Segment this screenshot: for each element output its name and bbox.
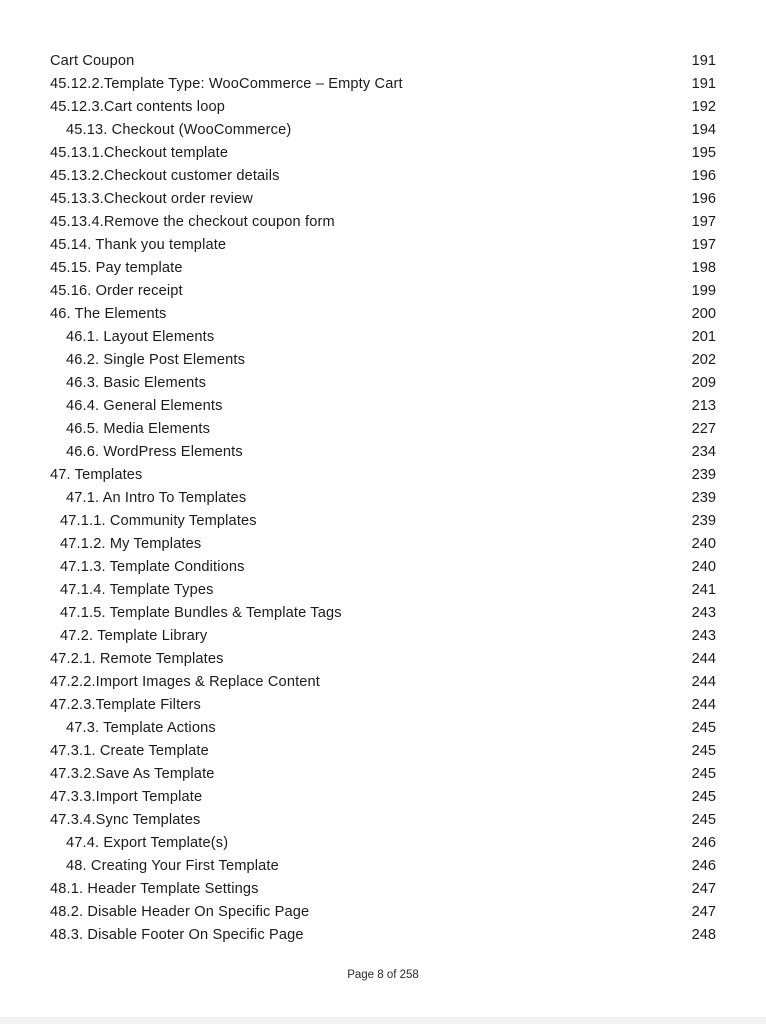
toc-entry[interactable] (50, 326, 716, 349)
toc-entry-label: 46.3. Basic Elements (66, 375, 207, 391)
toc-entry-page-number: 199 (691, 283, 716, 299)
toc-entry-label: 45.15. Pay template (50, 260, 183, 276)
toc-entry[interactable] (50, 418, 716, 441)
toc-entry-label: 47.1.4. Template Types (60, 582, 214, 598)
toc-entry-label: 48.2. Disable Header On Specific Page (50, 904, 310, 920)
toc-entry[interactable] (50, 763, 716, 786)
toc-entry[interactable] (50, 694, 716, 717)
toc-entry-label: 46.6. WordPress Elements (66, 444, 243, 460)
toc-entry[interactable] (50, 832, 716, 855)
toc-entry-page-number: 248 (691, 927, 716, 943)
toc-entry[interactable] (50, 901, 716, 924)
toc-entry-page-number: 244 (691, 651, 716, 667)
table-of-contents-list (50, 50, 716, 947)
toc-entry-page-number: 244 (691, 674, 716, 690)
toc-entry-page-number: 192 (691, 99, 716, 115)
toc-entry-page-number: 202 (691, 352, 716, 368)
toc-entry-page-number: 201 (691, 329, 716, 345)
toc-entry-label: 48. Creating Your First Template (66, 858, 279, 874)
toc-entry-page-number: 213 (691, 398, 716, 414)
toc-entry-label: 46. The Elements (50, 306, 167, 322)
toc-entry[interactable] (50, 878, 716, 901)
toc-entry-page-number: 234 (691, 444, 716, 460)
toc-entry[interactable] (50, 556, 716, 579)
toc-entry-page-number: 196 (691, 168, 716, 184)
toc-entry-page-number: 197 (691, 214, 716, 230)
toc-entry[interactable] (50, 119, 716, 142)
footer-page-indicator: Page 8 of 258 (347, 969, 419, 981)
toc-entry-page-number: 191 (691, 53, 716, 69)
toc-entry[interactable] (50, 809, 716, 832)
toc-entry[interactable] (50, 395, 716, 418)
toc-entry-page-number: 245 (691, 720, 716, 736)
toc-entry-label: 45.14. Thank you template (50, 237, 227, 253)
toc-entry-page-number: 241 (691, 582, 716, 598)
toc-entry[interactable] (50, 211, 716, 234)
toc-entry-label: 45.16. Order receipt (50, 283, 183, 299)
toc-entry-page-number: 191 (691, 76, 716, 92)
toc-entry-page-number: 247 (691, 881, 716, 897)
toc-entry-label: 47.2. Template Library (60, 628, 208, 644)
toc-entry[interactable] (50, 740, 716, 763)
toc-entry-page-number: 227 (691, 421, 716, 437)
toc-entry[interactable] (50, 441, 716, 464)
toc-entry-label: 45.13.3.Checkout order review (50, 191, 253, 207)
toc-entry-label: 47.4. Export Template(s) (66, 835, 229, 851)
toc-entry[interactable] (50, 188, 716, 211)
toc-entry-label: 47.3. Template Actions (66, 720, 216, 736)
toc-entry[interactable] (50, 372, 716, 395)
toc-entry-page-number: 245 (691, 766, 716, 782)
toc-entry-label: 46.1. Layout Elements (66, 329, 215, 345)
toc-entry-label: 48.1. Header Template Settings (50, 881, 259, 897)
toc-entry-page-number: 245 (691, 743, 716, 759)
toc-entry-label: Cart Coupon (50, 53, 135, 69)
toc-entry-page-number: 247 (691, 904, 716, 920)
toc-entry-label: 45.13.4.Remove the checkout coupon form (50, 214, 335, 230)
toc-entry-page-number: 243 (691, 605, 716, 621)
toc-entry[interactable] (50, 602, 716, 625)
toc-entry-label: 47.1.5. Template Bundles & Template Tags (60, 605, 342, 621)
toc-entry[interactable] (50, 625, 716, 648)
toc-entry-label: 47.1.1. Community Templates (60, 513, 257, 529)
toc-entry[interactable] (50, 280, 716, 303)
toc-entry-page-number: 240 (691, 536, 716, 552)
toc-entry[interactable] (50, 487, 716, 510)
toc-entry-page-number: 197 (691, 237, 716, 253)
toc-entry-label: 47.2.2.Import Images & Replace Content (50, 674, 321, 690)
toc-entry[interactable] (50, 671, 716, 694)
toc-entry-page-number: 194 (691, 122, 716, 138)
toc-entry[interactable] (50, 855, 716, 878)
page-footer (0, 965, 766, 983)
toc-entry-label: 46.2. Single Post Elements (66, 352, 246, 368)
toc-entry-page-number: 239 (691, 490, 716, 506)
toc-entry-page-number: 239 (691, 513, 716, 529)
toc-entry-label: 45.13.1.Checkout template (50, 145, 229, 161)
toc-entry-label: 47.1. An Intro To Templates (66, 490, 247, 506)
toc-entry-label: 48.3. Disable Footer On Specific Page (50, 927, 304, 943)
toc-entry-label: 47.2.1. Remote Templates (50, 651, 224, 667)
toc-entry-page-number: 245 (691, 812, 716, 828)
toc-entry-page-number: 239 (691, 467, 716, 483)
toc-entry-page-number: 200 (691, 306, 716, 322)
toc-entry[interactable] (50, 579, 716, 602)
toc-entry[interactable] (50, 165, 716, 188)
toc-entry[interactable] (50, 303, 716, 326)
toc-entry-page-number: 245 (691, 789, 716, 805)
toc-entry-label: 47.3.2.Save As Template (50, 766, 215, 782)
toc-entry-label: 47.3.1. Create Template (50, 743, 209, 759)
toc-entry-label: 45.13. Checkout (WooCommerce) (66, 122, 292, 138)
toc-entry-page-number: 196 (691, 191, 716, 207)
toc-entry-label: 45.13.2.Checkout customer details (50, 168, 280, 184)
toc-entry[interactable] (50, 924, 716, 947)
toc-entry-page-number: 198 (691, 260, 716, 276)
toc-entry-label: 47. Templates (50, 467, 143, 483)
toc-entry-page-number: 195 (691, 145, 716, 161)
toc-entry-label: 46.4. General Elements (66, 398, 223, 414)
toc-entry[interactable] (50, 234, 716, 257)
toc-entry[interactable] (50, 96, 716, 119)
toc-entry-page-number: 244 (691, 697, 716, 713)
toc-entry-page-number: 209 (691, 375, 716, 391)
toc-entry[interactable] (50, 257, 716, 280)
page-bottom-edge (0, 1017, 766, 1024)
toc-entry[interactable] (50, 717, 716, 740)
toc-entry[interactable] (50, 510, 716, 533)
toc-entry-label: 47.3.3.Import Template (50, 789, 203, 805)
toc-entry[interactable] (50, 142, 716, 165)
toc-entry-label: 46.5. Media Elements (66, 421, 211, 437)
toc-entry[interactable] (50, 73, 716, 96)
toc-entry[interactable] (50, 50, 716, 73)
toc-entry-label: 47.2.3.Template Filters (50, 697, 201, 713)
toc-entry-page-number: 243 (691, 628, 716, 644)
toc-entry[interactable] (50, 533, 716, 556)
toc-entry[interactable] (50, 786, 716, 809)
toc-entry-label: 47.1.3. Template Conditions (60, 559, 245, 575)
toc-entry[interactable] (50, 648, 716, 671)
toc-entry-label: 47.3.4.Sync Templates (50, 812, 201, 828)
toc-entry-page-number: 246 (691, 858, 716, 874)
toc-entry-label: 47.1.2. My Templates (60, 536, 202, 552)
toc-entry[interactable] (50, 464, 716, 487)
toc-entry-page-number: 246 (691, 835, 716, 851)
toc-entry-label: 45.12.3.Cart contents loop (50, 99, 225, 115)
toc-entry-label: 45.12.2.Template Type: WooCommerce – Empty Cart (50, 76, 403, 92)
toc-entry[interactable] (50, 349, 716, 372)
toc-entry-page-number: 240 (691, 559, 716, 575)
